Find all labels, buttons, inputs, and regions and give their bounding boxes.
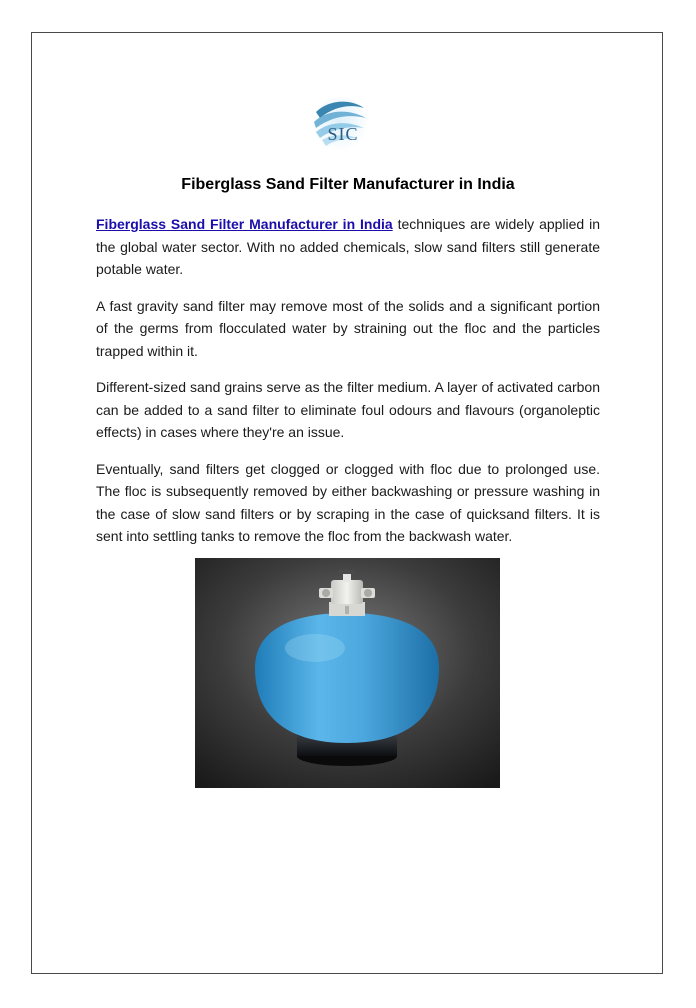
logo-text: SIC: [327, 124, 359, 144]
article-body: [96, 213, 600, 562]
page-title: Fiberglass Sand Filter Manufacturer in India: [181, 176, 515, 193]
paragraph-1: [96, 213, 600, 281]
paragraph-3: Different-sized sand grains serve as the filter medium. A layer of activated carbon can be added to a sand filter to eliminate foul odours and flavours (organoleptic effects) in cases where they're an issue.: [96, 379, 600, 440]
sand-filter-tank-image: [195, 558, 500, 788]
sic-logo-icon: [306, 94, 374, 152]
paragraph-4: Eventually, sand filters get clogged or clogged with floc due to prolonged use. The floc is subsequently removed by either backwashing or pressure washing in the case of slow sand filters or by scraping in the case of quicksand filters. It is sent into settling tanks to remove the floc from the backwash water.: [96, 460, 600, 544]
inline-link-fiberglass-sand-filter[interactable]: Fiberglass Sand Filter Manufacturer in India: [96, 216, 393, 232]
paragraph-1-text: techniques are widely applied in the global water sector. With no added chemicals, slow sand filters still generate potable water.: [96, 216, 600, 277]
paragraph-2: A fast gravity sand filter may remove most of the solids and a significant portion of the germs from flocculated water by straining out the floc and the particles trapped within it.: [96, 297, 600, 359]
